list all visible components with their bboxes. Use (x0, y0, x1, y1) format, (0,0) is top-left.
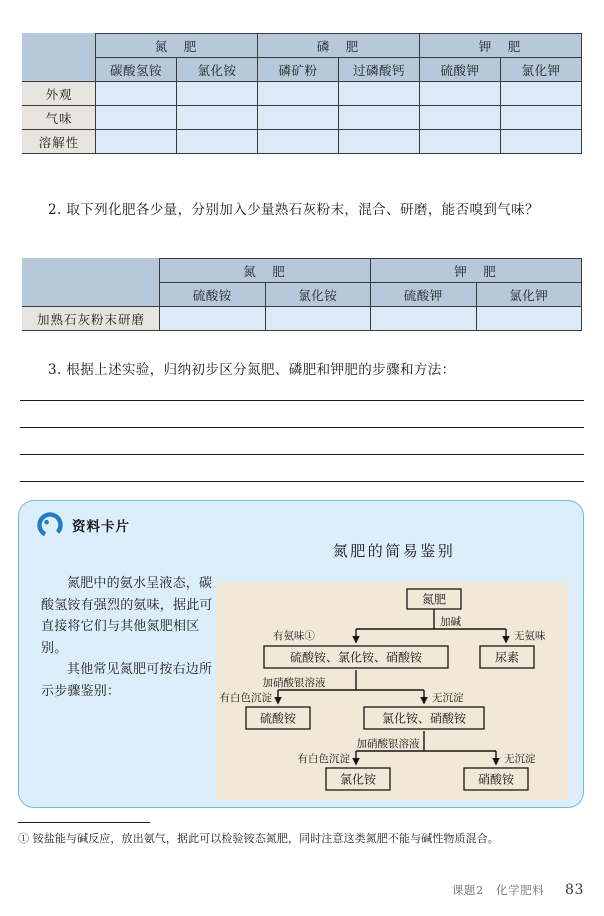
header-col-ammonium-chloride: 氯化铵 (177, 58, 258, 82)
flow-label-white-precipitate-1: 有白色沉淀 (219, 692, 272, 704)
flow-label-white-precipitate-2: 有白色沉淀 (297, 753, 350, 765)
table-row (23, 82, 582, 106)
footnote-divider (18, 822, 150, 823)
question-3-text: 3. 根据上述实验，归纳初步区分氮肥、磷肥和钾肥的步骤和方法： (48, 362, 456, 378)
info-card-paragraph-1: 氮肥中的氨水呈液态，碳酸氢铵有强烈的氨味，据此可直接将它们与其他氮肥相区别。 (41, 576, 213, 656)
flow-box-root: 氮肥 (421, 592, 447, 607)
table-corner-cell (23, 259, 160, 307)
fertilizer-properties-table (22, 33, 582, 154)
cell-odor-3[interactable] (339, 106, 420, 130)
flow-label-no-precipitate-1: 无沉淀 (432, 692, 464, 704)
cell-solubility-2[interactable] (258, 130, 339, 154)
cell-solubility-3[interactable] (339, 130, 420, 154)
cell-appearance-5[interactable] (501, 82, 582, 106)
flow-box-chloride-nitrate-group: 氯化铵、硝酸铵 (381, 711, 467, 726)
cell-odor-2[interactable] (258, 106, 339, 130)
cell-grind-2[interactable] (371, 307, 477, 331)
header-group-potassium: 钾 肥 (420, 34, 582, 58)
cell-grind-0[interactable] (160, 307, 266, 331)
flow-box-ammonium-nitrate: 硝酸铵 (477, 772, 515, 787)
page-footer (330, 882, 584, 898)
flow-label-add-base: 加碱 (440, 616, 461, 628)
footer-lesson-label: 课题2 化学肥料 (451, 883, 545, 897)
question-2-text: 2. 取下列化肥各少量，分别加入少量熟石灰粉末，混合、研磨，能否嗅到气味？ (48, 202, 539, 218)
flow-label-has-ammonia-smell: 有氨味① (273, 630, 315, 642)
info-card-paragraph-2: 其他常见氮肥可按右边所示步骤鉴别： (41, 662, 213, 699)
info-card-body (41, 573, 219, 702)
flow-label-no-ammonia-smell: 无氨味 (514, 630, 546, 642)
header-group-nitrogen: 氮 肥 (96, 34, 258, 58)
header-col-ammonium-bicarbonate: 碳酸氢铵 (96, 58, 177, 82)
flow-box-urea: 尿素 (494, 650, 520, 665)
lime-grinding-test-table (22, 258, 582, 331)
flow-box-ammonium-sulfate: 硫酸铵 (259, 711, 297, 726)
row-label-grind-with-lime: 加熟石灰粉末研磨 (23, 307, 160, 331)
row-label-odor: 气味 (23, 106, 96, 130)
header-col-potassium-chloride: 氯化钾 (476, 283, 582, 307)
cell-grind-3[interactable] (476, 307, 582, 331)
header-col-ammonium-sulfate: 硫酸铵 (160, 283, 266, 307)
header-col-potassium-sulfate: 硫酸钾 (371, 283, 477, 307)
cell-odor-1[interactable] (177, 106, 258, 130)
cell-grind-1[interactable] (265, 307, 371, 331)
table-corner-cell (23, 34, 96, 82)
row-label-appearance: 外观 (23, 82, 96, 106)
cell-solubility-4[interactable] (420, 130, 501, 154)
info-card-header (37, 512, 130, 538)
cell-appearance-1[interactable] (177, 82, 258, 106)
flow-label-add-silver-nitrate-1: 加硝酸银溶液 (262, 677, 326, 689)
table-row (23, 307, 582, 331)
row-label-solubility: 溶解性 (23, 130, 96, 154)
cell-appearance-3[interactable] (339, 82, 420, 106)
answer-line-3[interactable] (20, 454, 584, 455)
header-col-potassium-chloride: 氯化钾 (501, 58, 582, 82)
info-circle-icon (37, 512, 63, 538)
header-group-potassium: 钾 肥 (371, 259, 582, 283)
header-col-potassium-sulfate: 硫酸钾 (420, 58, 501, 82)
nitrogen-fertilizer-identification-flowchart (216, 582, 568, 800)
table-header-sub-row (23, 58, 582, 82)
answer-line-4[interactable] (20, 481, 584, 482)
flow-box-ammonium-chloride: 氯化铵 (339, 772, 377, 787)
cell-solubility-5[interactable] (501, 130, 582, 154)
answer-line-1[interactable] (20, 400, 584, 401)
header-col-ammonium-chloride: 氯化铵 (265, 283, 371, 307)
table-row (23, 130, 582, 154)
cell-odor-0[interactable] (96, 106, 177, 130)
header-col-phosphate-rock-powder: 磷矿粉 (258, 58, 339, 82)
cell-appearance-0[interactable] (96, 82, 177, 106)
cell-appearance-4[interactable] (420, 82, 501, 106)
diagram-title: 氮肥的简易鉴别 (332, 542, 456, 560)
flow-label-add-silver-nitrate-2: 加硝酸银溶液 (356, 738, 420, 750)
cell-appearance-2[interactable] (258, 82, 339, 106)
table-header-group-row (23, 34, 582, 58)
answer-line-2[interactable] (20, 427, 584, 428)
table-row (23, 106, 582, 130)
cell-solubility-0[interactable] (96, 130, 177, 154)
header-group-nitrogen: 氮 肥 (160, 259, 371, 283)
info-card-title: 资料卡片 (72, 519, 130, 535)
header-col-superphosphate: 过磷酸钙 (339, 58, 420, 82)
cell-odor-5[interactable] (501, 106, 582, 130)
flow-box-ammonium-group: 硫酸铵、氯化铵、硝酸铵 (289, 650, 423, 665)
cell-odor-4[interactable] (420, 106, 501, 130)
table-header-group-row (23, 259, 582, 283)
footer-page-number: 83 (564, 882, 584, 898)
header-group-phosphorus: 磷 肥 (258, 34, 420, 58)
footnote-text: ① 铵盐能与碱反应，放出氨气，据此可以检验铵态氮肥，同时注意这类氮肥不能与碱性物质混合。 (18, 832, 499, 845)
cell-solubility-1[interactable] (177, 130, 258, 154)
flow-label-no-precipitate-2: 无沉淀 (504, 753, 536, 765)
